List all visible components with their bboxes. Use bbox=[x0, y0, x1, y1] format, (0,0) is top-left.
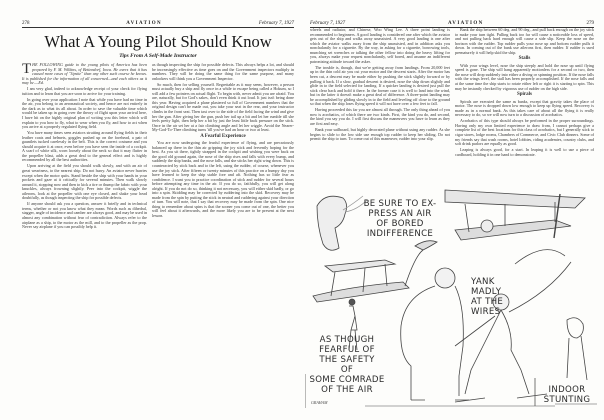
running-head bbox=[22, 18, 294, 28]
svg-text:SOME COMRADE: SOME COMRADE bbox=[309, 375, 385, 385]
paragraph: Upon arriving at the field you should walk slowly, and with an air of great weariness, to the nearest ship. Do not hurry. An aviator never hurries except when the motor quits. Stand beside the ship with your hands in your pockets and gaze at it critically for several minutes. Then walk slowly around it, stopping now and then to kick a tire or thump the fabric with your knuckles, always frowning slightly. Peer into the cockpit, wiggle the ailerons, look at the propeller with one eye closed, and shake your head doubtfully, as though inspecting the ship for possible defects. bbox=[22, 163, 147, 201]
paragraph: Spirals are executed the same as banks, except that gravity takes the place of motor. The nose is dropped down low enough to keep up flying speed. Recovery is made as in a normal bank. As this takes care of about all the flying it is really necessary to do, so we will now turn to a discussion of acrobatics. bbox=[455, 98, 594, 118]
right-column-1 bbox=[310, 28, 450, 185]
svg-text:OF BORED: OF BORED bbox=[376, 219, 424, 229]
man-head-drawing bbox=[435, 268, 455, 288]
article-title: What A Young Pilot Should Know bbox=[44, 32, 272, 51]
man-body-drawing bbox=[401, 250, 469, 400]
magazine-name: AVIATION bbox=[447, 21, 484, 26]
paragraph: If anyone should ask you a question, answer it briefly and in technical terms, whether or not you know what they mean. Words such as dihedral, stagger, angle of incidence and camber are always good, and may be used in almost any combination without fear of contradiction. Always refer to the airplane as a ship, to the motor as the mill, and to the propeller as the prop. Never say airplane if you can possibly help it. bbox=[22, 201, 147, 230]
issue-date: February 7, 1927 bbox=[258, 21, 294, 26]
svg-text:BE SURE TO EX-: BE SURE TO EX- bbox=[363, 199, 437, 209]
svg-text:INDIFFERENCE: INDIFFERENCE bbox=[366, 229, 434, 239]
caption-fearful-safety bbox=[309, 335, 384, 405]
paragraph: Bank the ship between 60 deg. and 90 deg., and pull back enough on the joy stick to make your turn tight. Pulling back too far will cause a noticeable loss of speed, and not pulling back hard enough will cause a side slip. Keep the nose on the horizon with the rudder. Top rudder pulls your nose up and bottom rudder pulls it down. In coming out of the bank use ailerons first, then rudder. If rudder is used prematurely it will help skid the ship. bbox=[455, 28, 594, 55]
drop-cap: T bbox=[22, 63, 32, 77]
caption-indoor-stunting bbox=[544, 385, 591, 405]
magazine-name: AVIATION bbox=[126, 21, 163, 26]
biplane-right-upper-wing bbox=[445, 190, 585, 208]
intro-paragraph: THE FOLLOWING guide to the young pilots of America has been prepared by F. M. Wilkins, of Bettendorf, Iowa. He avers that it has caused more cases of "Jipsite" than any other such course he knows. It is published for the information of all concerned—and each others as it may be.—Ed. bbox=[22, 63, 147, 86]
running-head bbox=[310, 18, 594, 28]
paragraph: The trouble is, though, that we're getting away from landings. From 20,000 feet up in the thin cold air you cut your motor and the descent starts. After the motor has been cut, a descent may be made either by pushing the stick slightly forward or by pulling it back. If a slow, gradual descent is desired, nose the ship down slightly and glide in to the field selected for landing. If a quicker landing is desired just pull the stick clear back and hold it there. In the former case it is well to land into the wind, but in the latter it doesn't make a great deal of difference. A three-point landing may be accomplished by gliding slowly in to the field and leveling off close to the ground so that when the ship loses flying speed it will not have over a few feet to fall. bbox=[310, 64, 450, 107]
svg-text:MADLY: MADLY bbox=[471, 287, 502, 297]
svg-text:PRESS AN AIR: PRESS AN AIR bbox=[368, 209, 432, 219]
caption-bored-indifference bbox=[364, 199, 437, 239]
left-column-1 bbox=[22, 63, 147, 413]
paragraph: Bank your sailboard, but highly decorated plane without using any rudder. As she begins to slide to the low side use enough top rudder to keep her sliding. Do not permit the ship to turn. To come out of this maneuver, rudder into your slip. bbox=[310, 126, 450, 142]
paragraph: I am very glad, indeed to acknowledge receipt of your check for flying tuition and to learn that you are soon to arrive for your training. bbox=[22, 86, 147, 96]
svg-text:AT THE: AT THE bbox=[471, 297, 504, 307]
paragraph: Having proceeded this far you are almost all through. The only thing ahead of you now is acrobatics, of which there are two kinds. First, the kind you do, and second, the kind you say you do. I will first discuss the maneuvers you have to learn as they are first and easy. bbox=[310, 107, 450, 126]
paragraph: So much, then for selling yourself. Regrettable as it may seem, however, a person must actually buy a ship and fly once in a while to escape being called a Hokum, so I will add a few pointers on actual flight. To begin with, never admit you are afraid. You are, naturally, but for God's sakes, don't even think it out loud. It just isn't being done this year. Having acquired a plane plastered so full of Government numbers that the original design can't be made out, you take your seat in the rear, and your instructor climbs in the front seat. Then taxi over to the side of the field facing the wind and give her the gun. After giving her the gun, push her tail up a bit and let her rumble till she feels pretty light, then help her a bit by just the least little back pressure on the stick. Once in the air set her at a fair climbing angle and let her wiggle. Avoid the Nearer-My-God-To-Thee climbing turns 'till you've had an hour or two at least. bbox=[152, 81, 294, 133]
svg-text:OF: OF bbox=[340, 365, 354, 375]
svg-text:WIRES: WIRES bbox=[471, 307, 501, 317]
section-heading: Stalls bbox=[518, 56, 531, 62]
bystander-drawing bbox=[567, 318, 587, 380]
cap-drawing bbox=[415, 241, 437, 250]
page-number: 279 bbox=[586, 21, 594, 26]
cartoon-illustration bbox=[305, 186, 597, 416]
mechanic-head-drawing bbox=[481, 220, 493, 232]
page-number: 278 bbox=[22, 21, 30, 26]
issue-date: February 7, 1927 bbox=[310, 21, 346, 26]
paragraph: as though inspecting the ship for possible defects. This always helps a lot, and should be increasingly effective as time goes on and the Government inspectors multiply in numbers. They will be doing the same thing for the same purpose, and many onlookers will think you a Government Inspector. bbox=[152, 63, 294, 81]
svg-text:INDOOR: INDOOR bbox=[548, 385, 586, 395]
paragraph: You are now undergoing the fearful experience of flying, and are precariously balanced up there in the thin air gripping the joy stick and fervently hoping for the best. As you sit there, tightly strapped in the cockpit and wishing you were back on the good old ground again, the nose of the ship rises and falls with every bump, and suddenly the ship banks, and the nose falls, and she sticks her right wing down. This is counteracted by stick back and to the left, using the rudder, of course, whenever you use the joy stick. After fifteen or twenty minutes of this practice on a bumpy day you have learned to keep the ship stable fore and aft. Nothing has so little fear as confidence. I want you to practice coordination of stick and rudder for several hours before attempting any time in the air. If you do so, faithfully, you will get along alright. If you do not do so, thinking it not necessary, you will either skid badly, or go into a spin. Skidding may be corrected by ruddering into the skid. Recovery may be made from the spin by putting the stick in neutral and ruddering against your direction of turn. You will note, that I say that recovery may be made from the spin. One nice thing to remember about spins is that the sooner you come out of one, the better you will feel about it afterwards, and the more likely you are to be present at the next lesson. bbox=[152, 140, 294, 218]
svg-text:THE SAFETY: THE SAFETY bbox=[319, 355, 375, 365]
article-subtitle: Tips From A Self-Made Instructor bbox=[119, 53, 197, 59]
right-column-2 bbox=[455, 28, 594, 186]
biplane-left-upper-wing bbox=[325, 260, 395, 272]
svg-text:STUNTING: STUNTING bbox=[543, 395, 591, 405]
section-heading: A Fearful Experience bbox=[200, 133, 246, 139]
paragraph: You have many times seen aviators strutting around flying fields in their leather coats and helmets, goggles pushed up on the forehead, a pair of gauntlets tucked carelessly in the belt. This is the correct costume and you should acquire it at once, even before you have seen the inside of a cockpit. A scarf of white silk, worn loosely about the neck so that it may flutter in the propeller blast, adds a great deal to the general effect and is highly recommended by all the best authorities. bbox=[22, 130, 147, 163]
woman-head-drawing bbox=[349, 299, 355, 305]
biplane-left-lower-wing bbox=[313, 282, 409, 302]
paragraph: wheels and radiator, and Chinese, Woo Wing Lee. A three point landing is recommended to beginners. A good landing is considered one after which the aviator gets out of the ship and walks away unassisted. A very good landing is one after which the aviator walks away from the ship unassisted, and in addition asks you nonchalantly for a cigarette. By the way, in asking for a cigarette, borrowing tools, munching set wrenches or talking the other fellow into doing the heavy lifting for you, always make your request nonchalantly, self bored, and assume an indifferent patronizing attitude toward the asker. bbox=[310, 28, 450, 64]
section-heading: Spirals bbox=[516, 92, 532, 98]
pilot-head-drawing bbox=[317, 196, 347, 250]
paragraph: In going over your application I note that while you have had no time in the air, you belong to an aeronautical society, and hence are not entirely in the dark as to what its all about. In order to save the valuable time which would be taken up in going over the theory of flight upon your arrival here, I have hit on the highly original plan of writing you this letter which will explain to you how to fly, what to wear when you fly, and how to act when you arrive at a properly regulated flying field. bbox=[22, 96, 147, 130]
caption-yank-wires bbox=[470, 277, 503, 317]
left-column-2 bbox=[152, 63, 294, 413]
paragraph: With your wings level, nose the ship steeply and hold the nose up until flying speed is gone. The ship will hang apparently motionless for a second or two, then the nose will drop suddenly into either a diving or spinning position. If the nose falls with the wings level, the stall has been properly accomplished. If the nose falls and at the same time the ship starts to rotate either left or right it is starting to spin. This may be instantly checked by vigorous use of rudder on the high side. bbox=[455, 62, 594, 91]
svg-text:OF THE AIR: OF THE AIR bbox=[321, 385, 373, 395]
paragraph: Acrobatics of this type should always be performed in the proper surroundings. Having only my own limited experience to draw from, I cannot perhaps give a complete list of the best locations for this class of acrobatics, but I generally stick to cigar stores, lodge rooms, Chambers of Commerce, and Civic Club dinners. Some of my friends say that wash rooms, hotel lobbies, riding academies, country clubs, and soft drink parlors are equally as good. bbox=[455, 118, 594, 147]
svg-text:FEARFUL OF: FEARFUL OF bbox=[319, 345, 375, 355]
svg-text:YANK: YANK bbox=[471, 277, 495, 287]
stunting-man-body bbox=[455, 250, 571, 402]
paragraph: Leaping is always good, for a start. In leaping it is well to use a piece of cardboard, holding it in one hand to demonstrate. bbox=[455, 147, 594, 157]
svg-text:AS THOUGH: AS THOUGH bbox=[319, 335, 375, 345]
artist-signature: GRAHAM bbox=[311, 400, 328, 405]
